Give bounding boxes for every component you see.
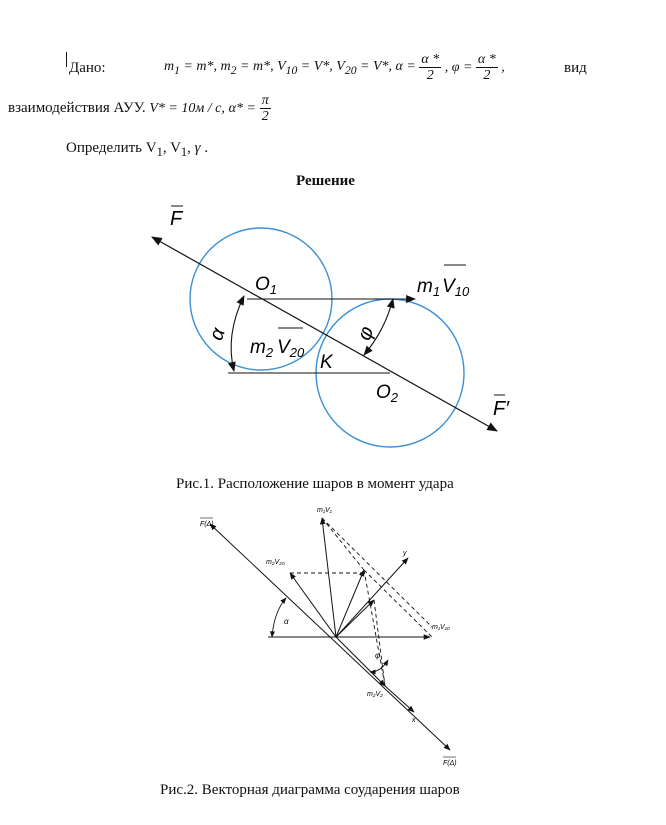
v20-sub: 20 xyxy=(344,63,357,77)
K-label: K xyxy=(320,352,333,373)
fig2-alpha-label: α xyxy=(284,617,289,626)
phi-symbol: φ xyxy=(451,59,460,75)
fig2-m1V1-label: m₁V₁ xyxy=(317,507,332,514)
interaction-text: взаимодействия АУУ. xyxy=(8,100,146,116)
vec-to-y-point xyxy=(336,570,364,637)
m-star: m* xyxy=(196,58,214,74)
task-sub1: 1 xyxy=(156,145,163,159)
O2-label: $O_2$ xyxy=(376,382,399,405)
m2-sub: 2 xyxy=(230,63,237,77)
fig2-F-top-label: F(Δ) xyxy=(200,521,214,528)
fig2-x-axis xyxy=(385,686,414,712)
solution-heading: Решение xyxy=(296,173,355,189)
pi-den: 2 xyxy=(261,109,269,124)
m1-symbol: m xyxy=(164,58,175,74)
fig2-F-bottom-label: F(Δ) xyxy=(443,760,457,767)
fig2-y-label: y xyxy=(403,550,407,557)
interaction-line xyxy=(8,93,271,129)
vec-m2V2 xyxy=(336,637,385,686)
vec-small xyxy=(336,600,374,637)
fig2-phi-arc xyxy=(370,660,388,672)
alpha-fraction-den: 2 xyxy=(426,68,434,83)
vec-m1V1 xyxy=(322,518,336,637)
task-sub2: 1 xyxy=(180,145,188,159)
phi-arc xyxy=(364,299,393,355)
O1-label: $O_1$ xyxy=(255,274,278,297)
fig2-m1V10-label: m₁V₁₀ xyxy=(432,624,450,631)
figure-2 xyxy=(0,500,666,780)
v-star-2: V* xyxy=(372,58,389,74)
gamma-symbol: γ xyxy=(194,140,201,156)
task-sep: , V xyxy=(162,140,181,156)
m2V20-label: $m_2$ $V_{20}$ xyxy=(250,337,305,360)
fig2-phi-label: φ xyxy=(375,651,381,660)
given-line xyxy=(66,52,606,88)
alpha-symbol: α xyxy=(395,58,403,74)
task-text: Определить V xyxy=(66,140,157,156)
m1-sub: 1 xyxy=(174,63,180,77)
fig2-m2V2-label: m₂V₂ xyxy=(367,691,383,698)
fig2-x-label: x xyxy=(412,717,416,724)
fig2-m2V20-label: m₂V₂₀ xyxy=(266,559,285,566)
F-prime-label: F′ xyxy=(493,398,509,420)
given-tail-word: вид xyxy=(564,60,587,76)
alpha-fraction xyxy=(419,52,441,83)
alpha-label: α xyxy=(205,325,230,344)
phi-fraction-den: 2 xyxy=(483,68,491,83)
figure-1 xyxy=(0,195,666,465)
phi-label: φ xyxy=(353,323,379,344)
v20-symbol: V xyxy=(336,58,345,74)
given-formula: $m_1 = m*$, $m_2 = m*$, $V_{10} = V*$, $V_{20} = V*$, α = $\frac{\alpha *}{2}$ , φ = $\frac{\alpha *}{2}$ , xyxy=(164,52,505,83)
fig2-y-axis xyxy=(336,558,408,637)
m1V10-label: $m_1$ $V_{10}$ xyxy=(417,276,470,299)
task-dot: . xyxy=(204,140,209,156)
v10-symbol: V xyxy=(277,58,286,74)
pi-fraction xyxy=(260,93,271,124)
m-star-2: m* xyxy=(252,58,271,74)
given-label: Дано: xyxy=(69,60,106,76)
phi-fraction xyxy=(476,52,498,83)
v-star: V* xyxy=(313,58,330,74)
alpha-fraction-num: α * xyxy=(421,52,440,67)
F-label: F xyxy=(170,208,183,230)
figure-1-caption: Рис.1. Расположение шаров в момент удара xyxy=(176,476,454,492)
alpha-arc xyxy=(231,296,244,371)
pi-num: π xyxy=(261,93,269,108)
m2-symbol: m xyxy=(220,58,231,74)
v-value: V* = 10м / с, xyxy=(149,100,225,116)
figure-2-caption: Рис.2. Векторная диаграмма соударения шаров xyxy=(160,782,460,798)
phi-fraction-num: α * xyxy=(477,52,496,67)
alpha-star-eq: α* = xyxy=(228,100,256,116)
task-tail: , xyxy=(187,140,191,156)
text-cursor xyxy=(66,52,67,67)
v10-sub: 10 xyxy=(285,63,298,77)
task-line xyxy=(66,140,208,160)
